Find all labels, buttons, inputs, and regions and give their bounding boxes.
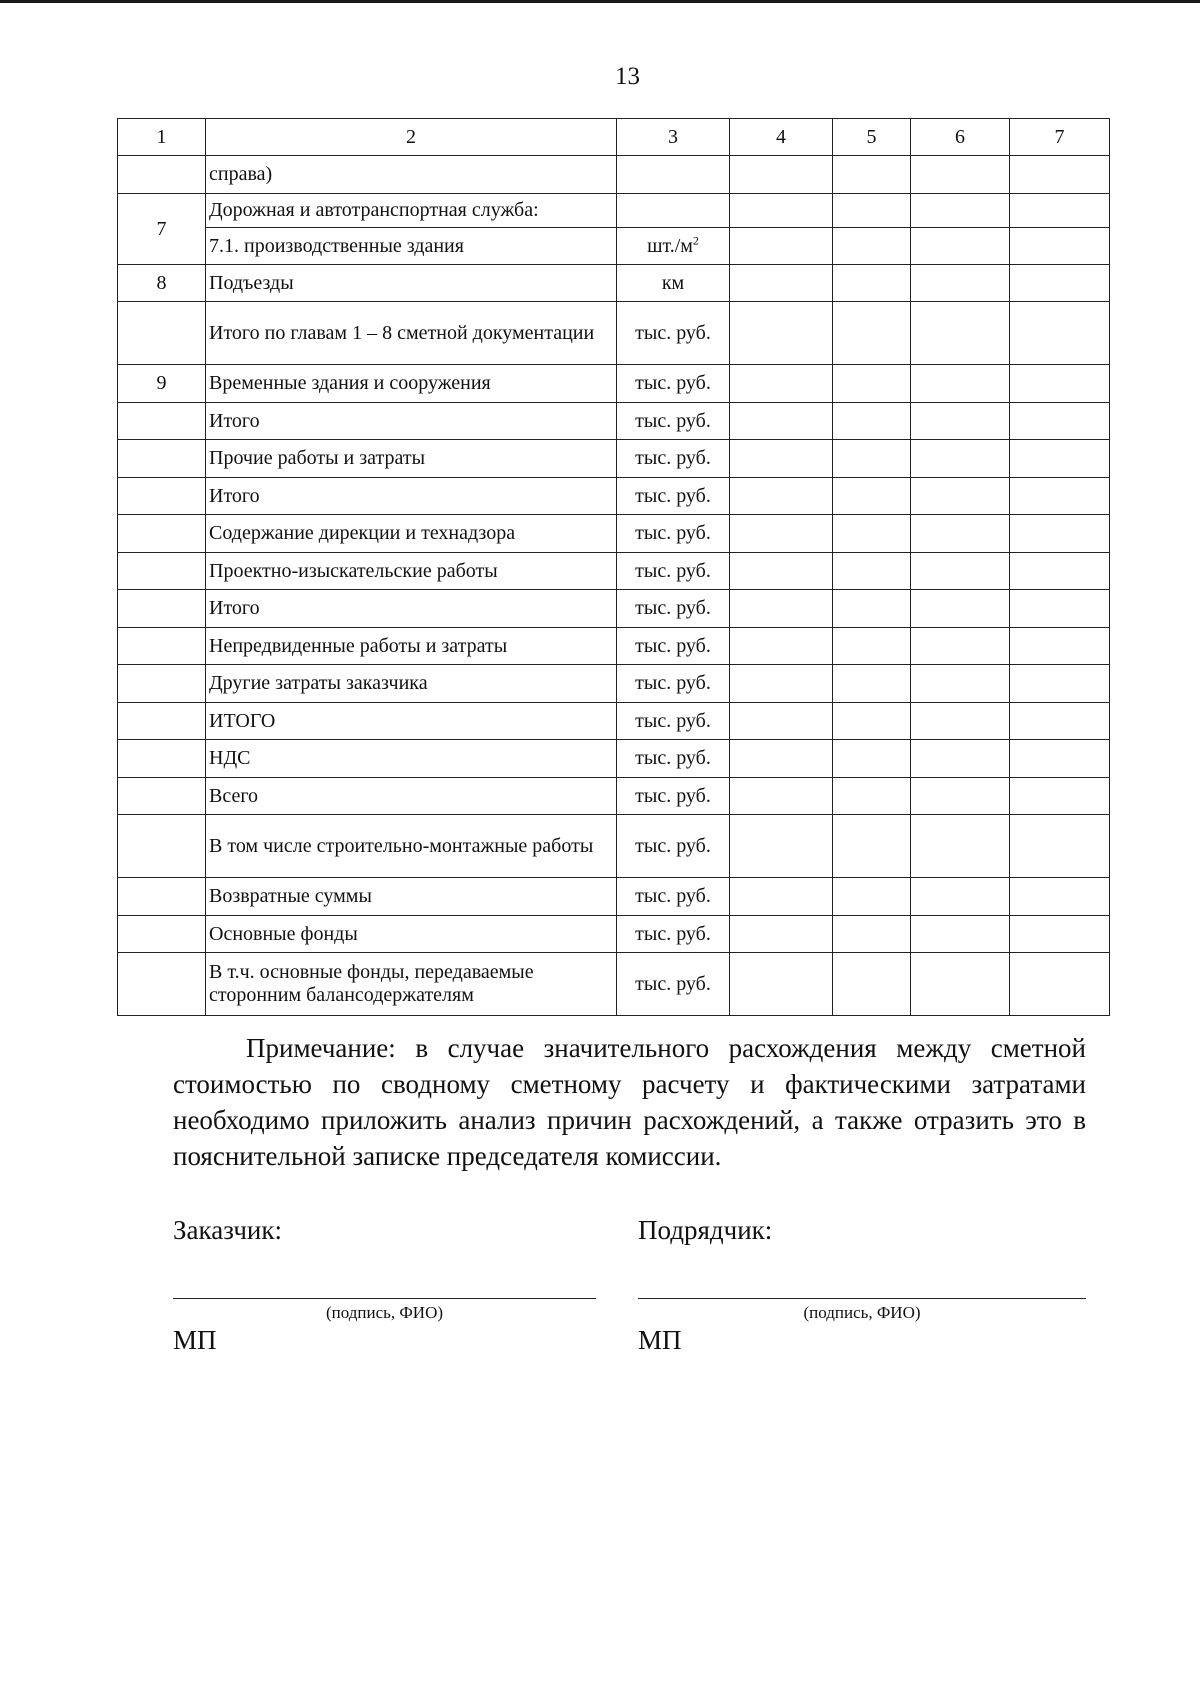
row-unit bbox=[617, 156, 730, 194]
customer-signature-line bbox=[173, 1298, 596, 1299]
table-row bbox=[118, 194, 1110, 228]
column-header: 4 bbox=[730, 119, 833, 156]
page-number: 13 bbox=[615, 63, 640, 90]
row-name: Проектно-изыскательские работы bbox=[206, 553, 617, 590]
table-row bbox=[118, 156, 1110, 194]
row-number bbox=[118, 916, 206, 953]
table-row bbox=[118, 440, 1110, 478]
row-name: В том числе строительно-монтажные работы bbox=[206, 815, 617, 878]
row-unit: тыс. руб. bbox=[617, 478, 730, 515]
row-unit: тыс. руб. bbox=[617, 878, 730, 916]
column-header: 7 bbox=[1010, 119, 1110, 156]
row-name: Всего bbox=[206, 778, 617, 815]
row-name: Другие затраты заказчика bbox=[206, 665, 617, 703]
row-unit: тыс. руб. bbox=[617, 553, 730, 590]
row-number: 8 bbox=[118, 265, 206, 302]
contractor-stamp-label: МП bbox=[638, 1325, 682, 1355]
row-number bbox=[118, 665, 206, 703]
row-number bbox=[118, 403, 206, 440]
row-unit: тыс. руб. bbox=[617, 778, 730, 815]
row-number bbox=[118, 302, 206, 365]
row-number bbox=[118, 553, 206, 590]
table-row bbox=[118, 553, 1110, 590]
row-number bbox=[118, 440, 206, 478]
table-row bbox=[118, 665, 1110, 703]
table-row bbox=[118, 515, 1110, 553]
table-row bbox=[118, 590, 1110, 628]
row-unit: $шт./м^2$ bbox=[617, 228, 730, 265]
row-name: НДС bbox=[206, 740, 617, 778]
column-header: 6 bbox=[911, 119, 1010, 156]
row-name: Возвратные суммы bbox=[206, 878, 617, 916]
row-unit: тыс. руб. bbox=[617, 916, 730, 953]
row-name: Временные здания и сооружения bbox=[206, 365, 617, 403]
top-border bbox=[0, 0, 1200, 3]
row-unit: тыс. руб. bbox=[617, 953, 730, 1016]
row-name: Дорожная и автотранспортная служба: bbox=[206, 194, 617, 228]
row-number bbox=[118, 878, 206, 916]
row-name: Подъезды bbox=[206, 265, 617, 302]
row-number bbox=[118, 628, 206, 665]
table-row bbox=[118, 953, 1110, 1016]
row-name: 7.1. производственные здания bbox=[206, 228, 617, 265]
customer-stamp-label: МП bbox=[173, 1325, 217, 1355]
row-number bbox=[118, 740, 206, 778]
table-row bbox=[118, 703, 1110, 740]
row-unit: тыс. руб. bbox=[617, 440, 730, 478]
row-unit: тыс. руб. bbox=[617, 740, 730, 778]
row-unit: тыс. руб. bbox=[617, 515, 730, 553]
row-number: 9 bbox=[118, 365, 206, 403]
table-row bbox=[118, 403, 1110, 440]
table-row bbox=[118, 628, 1110, 665]
table-row bbox=[118, 740, 1110, 778]
row-name: Итого bbox=[206, 478, 617, 515]
row-unit: тыс. руб. bbox=[617, 403, 730, 440]
row-name: Итого bbox=[206, 403, 617, 440]
table-row bbox=[118, 878, 1110, 916]
customer-label: Заказчик: bbox=[173, 1215, 282, 1245]
row-unit: тыс. руб. bbox=[617, 302, 730, 365]
row-name: ИТОГО bbox=[206, 703, 617, 740]
row-name: Содержание дирекции и технадзора bbox=[206, 515, 617, 553]
table-row bbox=[118, 365, 1110, 403]
row-unit: тыс. руб. bbox=[617, 665, 730, 703]
table-row bbox=[118, 302, 1110, 365]
table-row bbox=[118, 478, 1110, 515]
row-unit: тыс. руб. bbox=[617, 703, 730, 740]
row-unit: тыс. руб. bbox=[617, 365, 730, 403]
row-unit: тыс. руб. bbox=[617, 628, 730, 665]
row-unit: км bbox=[617, 265, 730, 302]
table-row bbox=[118, 265, 1110, 302]
row-number bbox=[118, 778, 206, 815]
row-name: справа) bbox=[206, 156, 617, 194]
table-row bbox=[118, 228, 1110, 265]
row-name: Итого по главам 1 – 8 сметной документации bbox=[206, 302, 617, 365]
row-name: Непредвиденные работы и затраты bbox=[206, 628, 617, 665]
row-name: Прочие работы и затраты bbox=[206, 440, 617, 478]
table-row bbox=[118, 916, 1110, 953]
row-unit: тыс. руб. bbox=[617, 590, 730, 628]
row-number bbox=[118, 590, 206, 628]
contractor-label: Подрядчик: bbox=[638, 1215, 773, 1245]
row-name: В т.ч. основные фонды, передаваемые сторонним балансодержателям bbox=[206, 953, 617, 1016]
row-number bbox=[118, 478, 206, 515]
row-name: Основные фонды bbox=[206, 916, 617, 953]
row-name: Итого bbox=[206, 590, 617, 628]
table-header-row bbox=[118, 119, 1110, 156]
row-number bbox=[118, 515, 206, 553]
note-paragraph: Примечание: в случае значительного расхождения между сметной стоимостью по сводному сметному расчету и фактическими затратами необходимо приложить анализ причин расхождений, а также отразить это в пояснительной записке председателя комиссии. bbox=[173, 1033, 1086, 1171]
row-unit: тыс. руб. bbox=[617, 815, 730, 878]
row-number bbox=[118, 953, 206, 1016]
column-header: 1 bbox=[118, 119, 206, 156]
row-number bbox=[118, 703, 206, 740]
table-row bbox=[118, 778, 1110, 815]
column-header: 3 bbox=[617, 119, 730, 156]
row-number: 7 bbox=[118, 194, 206, 265]
customer-signature-caption: (подпись, ФИО) bbox=[325, 1303, 444, 1322]
contractor-signature-line bbox=[638, 1298, 1086, 1299]
row-unit bbox=[617, 194, 730, 228]
estimate-table bbox=[117, 118, 1110, 1016]
row-number bbox=[118, 815, 206, 878]
row-number bbox=[118, 156, 206, 194]
contractor-signature-caption: (подпись, ФИО) bbox=[803, 1303, 921, 1322]
column-header: 5 bbox=[833, 119, 911, 156]
table-row bbox=[118, 815, 1110, 878]
column-header: 2 bbox=[206, 119, 617, 156]
